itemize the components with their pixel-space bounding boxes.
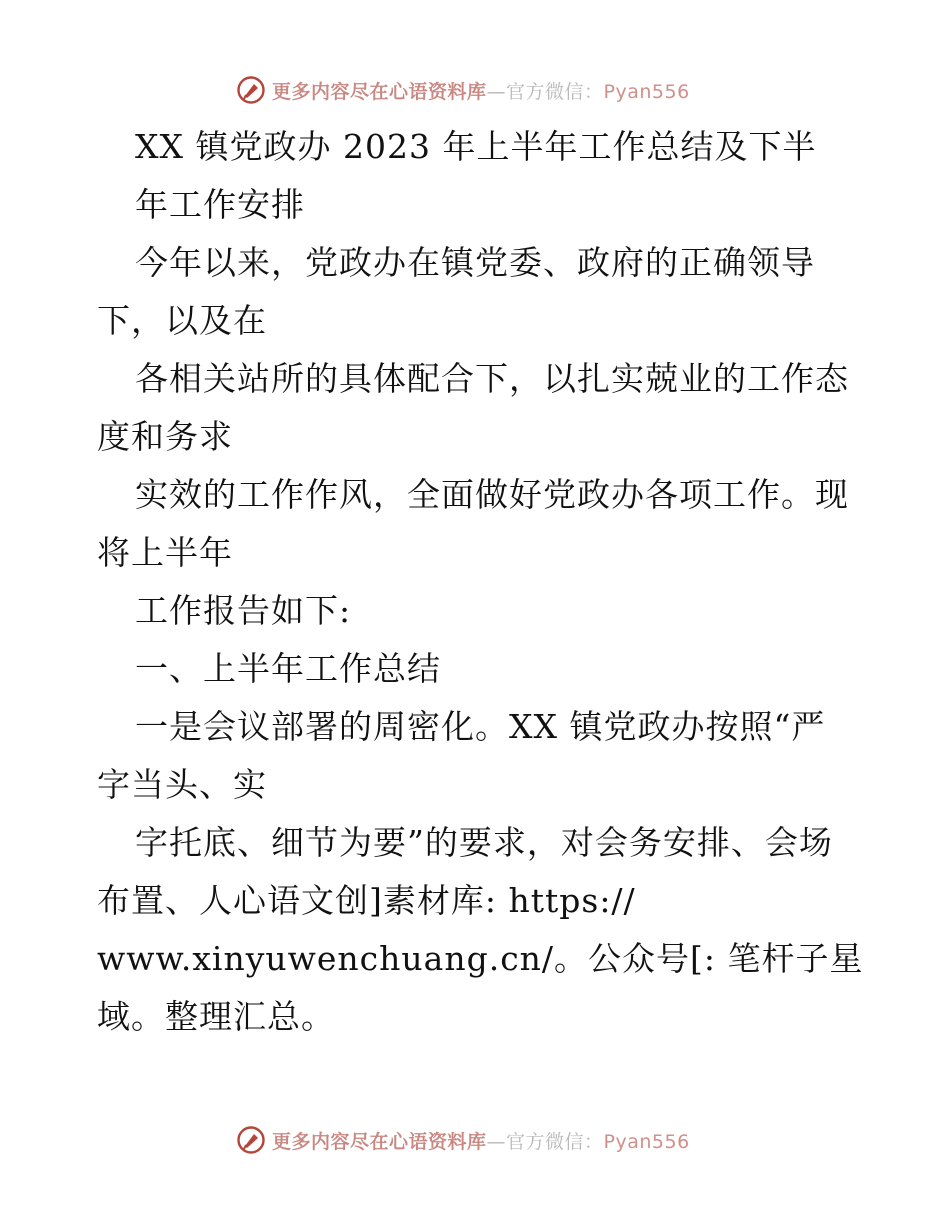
watermark-text [272, 1127, 690, 1154]
watermark-wechat-id: Pyan556 [603, 80, 690, 103]
doc-line-7: 实效的工作作风，全面做好党政办各项工作。现 [135, 475, 849, 514]
doc-line-12: 字当头、实 [97, 765, 267, 804]
watermark-header [236, 70, 690, 110]
watermark-brand: 更多内容尽在心语资料库 [272, 80, 487, 103]
doc-line-8: 将上半年 [97, 533, 233, 572]
watermark-separator: — [486, 80, 507, 103]
doc-line-9: 工作报告如下: [135, 591, 352, 630]
watermark-wechat-label: 官方微信： [506, 1130, 604, 1153]
pen-nib-circle-icon [236, 1125, 266, 1155]
doc-line-15: www.xinyuwenchuang.cn/。公众号[: 笔杆子星 [97, 939, 864, 978]
doc-line-10: 一、上半年工作总结 [135, 649, 441, 688]
watermark-footer [236, 1120, 690, 1160]
watermark-text [272, 77, 690, 104]
watermark-wechat-label: 官方微信： [506, 80, 604, 103]
watermark-wechat-id: Pyan556 [603, 1130, 690, 1153]
doc-line-4: 下，以及在 [97, 301, 267, 340]
doc-line-6: 度和务求 [97, 417, 233, 456]
watermark-brand: 更多内容尽在心语资料库 [272, 1130, 487, 1153]
document-body [97, 118, 877, 1046]
doc-line-3: 今年以来，党政办在镇党委、政府的正确领导 [135, 243, 815, 282]
doc-line-13: 字托底、细节为要”的要求，对会务安排、会场 [135, 823, 833, 862]
doc-line-16: 域。整理汇总。 [97, 997, 335, 1036]
doc-line-14: 布置、人心语文创]素材库: https:// [97, 881, 636, 920]
doc-line-5: 各相关站所的具体配合下，以扎实兢业的工作态 [135, 359, 849, 398]
pen-nib-circle-icon [236, 75, 266, 105]
doc-line-2: 年工作安排 [135, 185, 305, 224]
doc-line-1: XX 镇党政办 2023 年上半年工作总结及下半 [135, 127, 817, 166]
watermark-separator: — [486, 1130, 507, 1153]
doc-line-11: 一是会议部署的周密化。XX 镇党政办按照“严 [135, 707, 826, 746]
